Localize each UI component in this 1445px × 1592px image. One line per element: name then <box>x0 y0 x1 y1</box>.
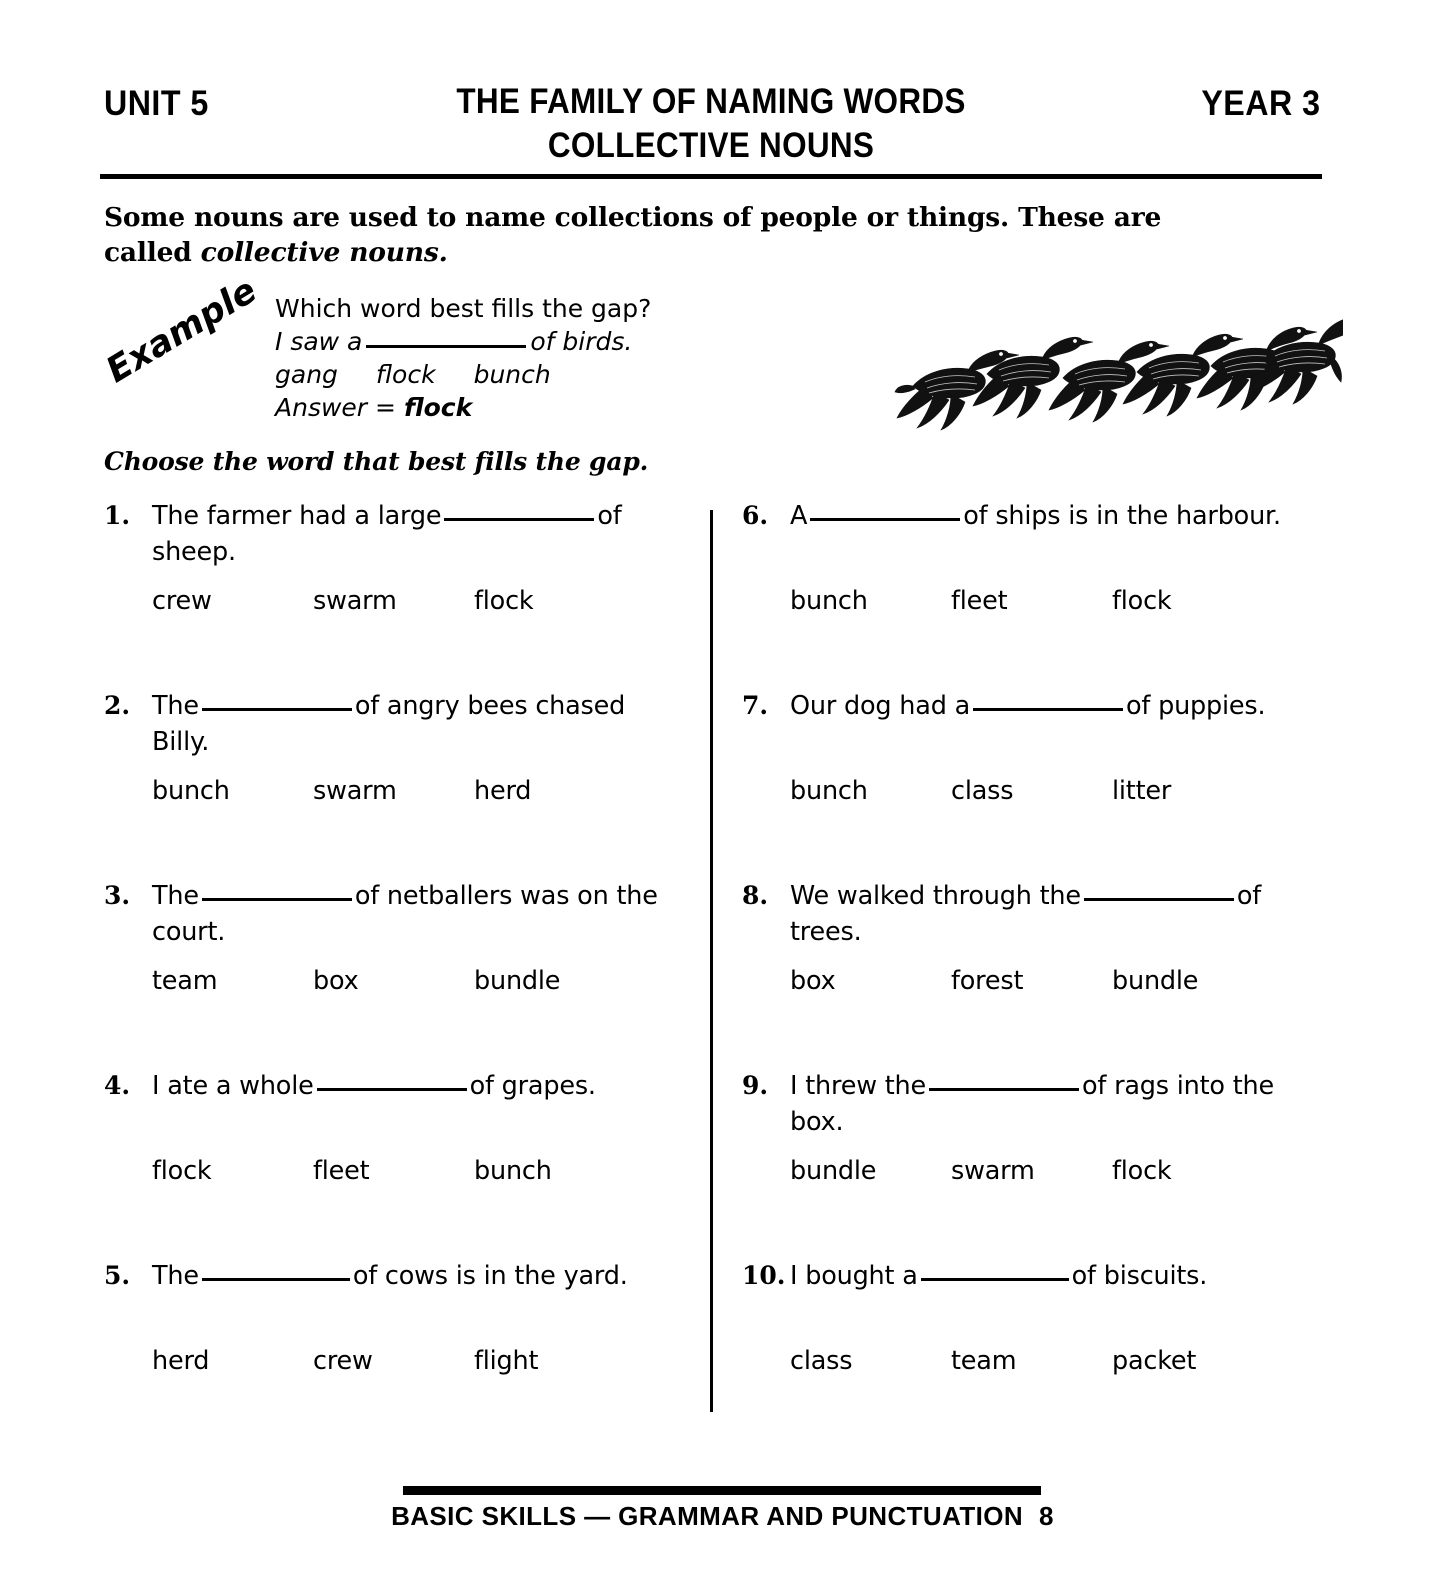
title-line-2: COLLECTIVE NOUNS <box>547 126 875 165</box>
title-line-1: THE FAMILY OF NAMING WORDS <box>456 82 966 121</box>
example-blank-line <box>366 345 526 348</box>
question-text-before: The <box>152 691 199 721</box>
option-choice[interactable]: bunch <box>790 586 868 616</box>
question-number: 4. <box>104 1071 131 1100</box>
example-answer <box>275 391 705 424</box>
example-option-1: flock <box>375 360 436 389</box>
question-text-after: of trees. <box>790 881 1262 947</box>
question-sentence <box>152 1068 682 1104</box>
page-header <box>100 74 1322 174</box>
question-text-after: of grapes. <box>469 1071 596 1101</box>
footer-page-number: 8 <box>1039 1501 1054 1531</box>
question-item <box>742 688 1322 878</box>
question-number: 9. <box>742 1071 769 1100</box>
option-choice[interactable]: forest <box>951 966 1024 996</box>
question-text-before: I bought a <box>790 1261 918 1291</box>
option-choice[interactable]: box <box>313 966 359 996</box>
question-text-before: I ate a whole <box>152 1071 314 1101</box>
question-number: 3. <box>104 881 131 910</box>
question-text-before: We walked through the <box>790 881 1081 911</box>
option-choice[interactable]: crew <box>152 586 212 616</box>
option-choice[interactable]: herd <box>474 776 532 806</box>
option-choice[interactable]: flock <box>1112 1156 1172 1186</box>
question-sentence <box>152 878 682 950</box>
year-label: YEAR 3 <box>1200 84 1320 123</box>
question-blank-line[interactable] <box>444 518 594 521</box>
option-choice[interactable]: class <box>951 776 1014 806</box>
question-blank-line[interactable] <box>202 708 352 711</box>
option-choice[interactable]: swarm <box>951 1156 1035 1186</box>
option-choice[interactable]: bundle <box>1112 966 1199 996</box>
header-divider-rule <box>100 174 1322 179</box>
footer-rule <box>403 1486 1041 1495</box>
example-answer-value: flock <box>403 393 473 422</box>
example-badge <box>99 270 279 416</box>
option-choice[interactable]: flock <box>1112 586 1172 616</box>
footer-title: BASIC SKILLS — GRAMMAR AND PUNCTUATION <box>391 1501 1024 1531</box>
question-text-before: I threw the <box>790 1071 927 1101</box>
option-choice[interactable]: team <box>152 966 218 996</box>
option-choice[interactable]: fleet <box>313 1156 370 1186</box>
intro-paragraph <box>104 200 1244 270</box>
question-item <box>104 1068 684 1258</box>
option-choice[interactable]: litter <box>1112 776 1172 806</box>
flock-of-geese-illustration <box>893 312 1343 437</box>
intro-text-plain: Some nouns are used to name collections of people or things. These are called <box>104 202 1162 268</box>
question-sentence <box>152 1258 682 1294</box>
option-choice[interactable]: class <box>790 1346 853 1376</box>
question-blank-line[interactable] <box>1084 898 1234 901</box>
questions-column-left <box>104 498 684 1448</box>
intro-text-italic: collective nouns. <box>200 237 448 268</box>
question-text-after: of netballers was on the court. <box>152 881 658 947</box>
question-text-after: of biscuits. <box>1071 1261 1208 1291</box>
column-divider-rule <box>710 510 713 1412</box>
question-item <box>742 878 1322 1068</box>
example-block <box>275 292 705 424</box>
question-sentence <box>790 878 1320 950</box>
option-choice[interactable]: box <box>790 966 836 996</box>
option-choice[interactable]: bunch <box>790 776 868 806</box>
question-number: 5. <box>104 1261 131 1290</box>
question-text-before: The farmer had a large <box>152 501 442 531</box>
example-question: Which word best fills the gap? <box>275 294 652 323</box>
example-sentence-before: I saw a <box>275 327 363 356</box>
question-sentence <box>790 1258 1320 1294</box>
question-number: 8. <box>742 881 769 910</box>
instruction-line: Choose the word that best fills the gap. <box>104 447 649 476</box>
question-item <box>104 688 684 878</box>
question-text-before: The <box>152 1261 199 1291</box>
question-sentence <box>790 498 1320 534</box>
question-text-after: of ships is in the harbour. <box>963 501 1281 531</box>
question-number: 7. <box>742 691 769 720</box>
option-choice[interactable]: bunch <box>474 1156 552 1186</box>
example-sentence <box>275 325 705 358</box>
question-blank-line[interactable] <box>202 1278 350 1281</box>
option-choice[interactable]: crew <box>313 1346 373 1376</box>
question-blank-line[interactable] <box>973 708 1123 711</box>
question-blank-line[interactable] <box>810 518 960 521</box>
question-text-before: The <box>152 881 199 911</box>
question-sentence <box>152 688 682 760</box>
option-choice[interactable]: bundle <box>474 966 561 996</box>
question-number: 2. <box>104 691 131 720</box>
option-choice[interactable]: team <box>951 1346 1017 1376</box>
question-blank-line[interactable] <box>202 898 352 901</box>
question-blank-line[interactable] <box>921 1278 1069 1281</box>
question-blank-line[interactable] <box>317 1088 467 1091</box>
example-option-0: gang <box>275 360 338 389</box>
option-choice[interactable]: flight <box>474 1346 539 1376</box>
option-choice[interactable]: flock <box>474 586 534 616</box>
question-text-before: Our dog had a <box>790 691 971 721</box>
question-item <box>742 1068 1322 1258</box>
option-choice[interactable]: herd <box>152 1346 210 1376</box>
page-footer <box>0 1501 1445 1532</box>
questions-column-right <box>742 498 1322 1448</box>
question-sentence <box>790 1068 1320 1140</box>
question-item <box>104 1258 684 1448</box>
page-title <box>100 80 1322 168</box>
question-number: 1. <box>104 501 131 530</box>
option-choice[interactable]: fleet <box>951 586 1008 616</box>
option-choice[interactable]: bunch <box>152 776 230 806</box>
question-blank-line[interactable] <box>929 1088 1079 1091</box>
question-text-before: A <box>790 501 808 531</box>
question-item <box>742 1258 1322 1448</box>
question-number: 10. <box>742 1261 786 1290</box>
question-text-after: of angry bees chased Billy. <box>152 691 626 757</box>
question-text-after: of rags into the box. <box>790 1071 1274 1137</box>
question-sentence <box>790 688 1320 724</box>
option-choice[interactable]: bundle <box>790 1156 877 1186</box>
example-options <box>275 358 705 391</box>
question-item <box>104 878 684 1068</box>
option-choice[interactable]: flock <box>152 1156 212 1186</box>
example-answer-label: Answer = <box>275 393 396 422</box>
example-sentence-after: of birds. <box>530 327 633 356</box>
question-text-after: of puppies. <box>1126 691 1266 721</box>
option-choice[interactable]: swarm <box>313 586 397 616</box>
question-item <box>104 498 684 688</box>
example-badge-label: Example <box>99 270 264 392</box>
question-item <box>742 498 1322 688</box>
option-choice[interactable]: packet <box>1112 1346 1197 1376</box>
question-text-after: of sheep. <box>152 501 622 567</box>
option-choice[interactable]: swarm <box>313 776 397 806</box>
question-number: 6. <box>742 501 769 530</box>
example-option-2: bunch <box>473 360 551 389</box>
unit-label: UNIT 5 <box>104 84 209 123</box>
question-sentence <box>152 498 682 570</box>
question-text-after: of cows is in the yard. <box>352 1261 628 1291</box>
